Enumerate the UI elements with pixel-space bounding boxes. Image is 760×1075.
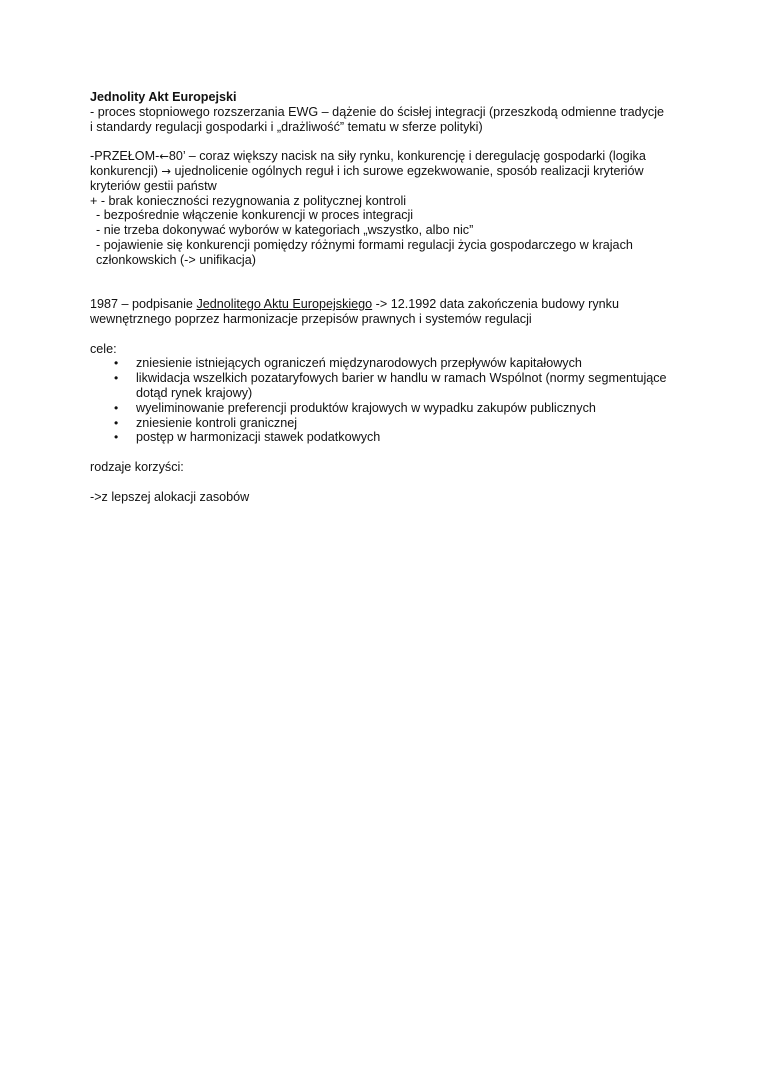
- spacer: [90, 268, 670, 298]
- spacer: [90, 475, 670, 490]
- document-title: Jednolity Akt Europejski: [90, 90, 237, 104]
- bullet-icon: •: [114, 415, 119, 430]
- plus-item: - nie trzeba dokonywać wyborów w kategoriach „wszystko, albo nic”: [96, 223, 474, 238]
- list-item: [90, 356, 670, 371]
- arrow-right-icon: →: [161, 163, 172, 178]
- bullet-icon: •: [114, 430, 119, 445]
- bullet-icon: •: [114, 371, 119, 386]
- goal-text: postęp w harmonizacji stawek podatkowych: [136, 430, 381, 445]
- breakthrough-paragraph: [90, 149, 670, 193]
- goal-text: wyeliminowanie preferencji produktów krajowych w wypadku zakupów publicznych: [136, 400, 596, 415]
- list-item: [90, 416, 670, 431]
- bullet-icon: •: [114, 400, 119, 415]
- plus-item: - pojawienie się konkurencji pomiędzy różnymi formami regulacji życia gospodarczego w krajach członkowskich (-> unifikacja): [96, 237, 633, 267]
- spacer: [90, 327, 670, 342]
- goal-text: likwidacja wszelkich pozataryfowych barier w handlu w ramach Wspólnot (normy segmentujące dotąd rynek krajowy): [136, 371, 667, 400]
- benefit-item: ->z lepszej alokacji zasobów: [90, 489, 250, 504]
- signing-prefix: 1987 – podpisanie: [90, 297, 197, 312]
- list-item: [90, 371, 670, 401]
- arrow-left-icon: ←: [159, 149, 169, 164]
- plus-item: + - brak konieczności rezygnowania z politycznej kontroli: [90, 193, 407, 208]
- document-page: [90, 90, 670, 504]
- goals-list: [90, 356, 670, 445]
- breakthrough-text-a: 80’ – coraz większy nacisk na siły rynku, konkurencję i deregulację gospodarki (logika konkurencji): [90, 149, 646, 178]
- signing-link[interactable]: Jednolitego Aktu Europejskiego: [196, 297, 373, 312]
- goals-label: cele:: [90, 341, 117, 356]
- breakthrough-text-b: ujednolicenie ogólnych reguł i ich surowe egzekwowanie, sposób realizacji kryteriów kryteriów gestii państw: [90, 163, 644, 193]
- goal-text: zniesienie istniejących ograniczeń międzynarodowych przepływów kapitałowych: [136, 356, 582, 371]
- spacer: [90, 445, 670, 460]
- intro-paragraph: - proces stopniowego rozszerzania EWG – dążenie do ścisłej integracji (przeszkodą odmienne tradycje i standardy regulacji gospodarki i „drażliwość” tematu w sferze polityki): [90, 104, 664, 134]
- list-item: [90, 401, 670, 416]
- benefits-label: rodzaje korzyści:: [90, 459, 184, 474]
- plus-item: - bezpośrednie włączenie konkurencji w proces integracji: [96, 208, 414, 223]
- breakthrough-prefix: -PRZEŁOM-: [90, 149, 160, 164]
- signing-suffix: -> 12.1992 data zakończenia budowy rynku wewnętrznego poprzez harmonizacje przepisów prawnych i systemów regulacji: [90, 297, 619, 326]
- goal-text: zniesienie kontroli granicznej: [136, 415, 298, 430]
- signing-paragraph: [90, 297, 670, 327]
- list-item: [90, 430, 670, 445]
- bullet-icon: •: [114, 356, 119, 371]
- spacer: [90, 134, 670, 149]
